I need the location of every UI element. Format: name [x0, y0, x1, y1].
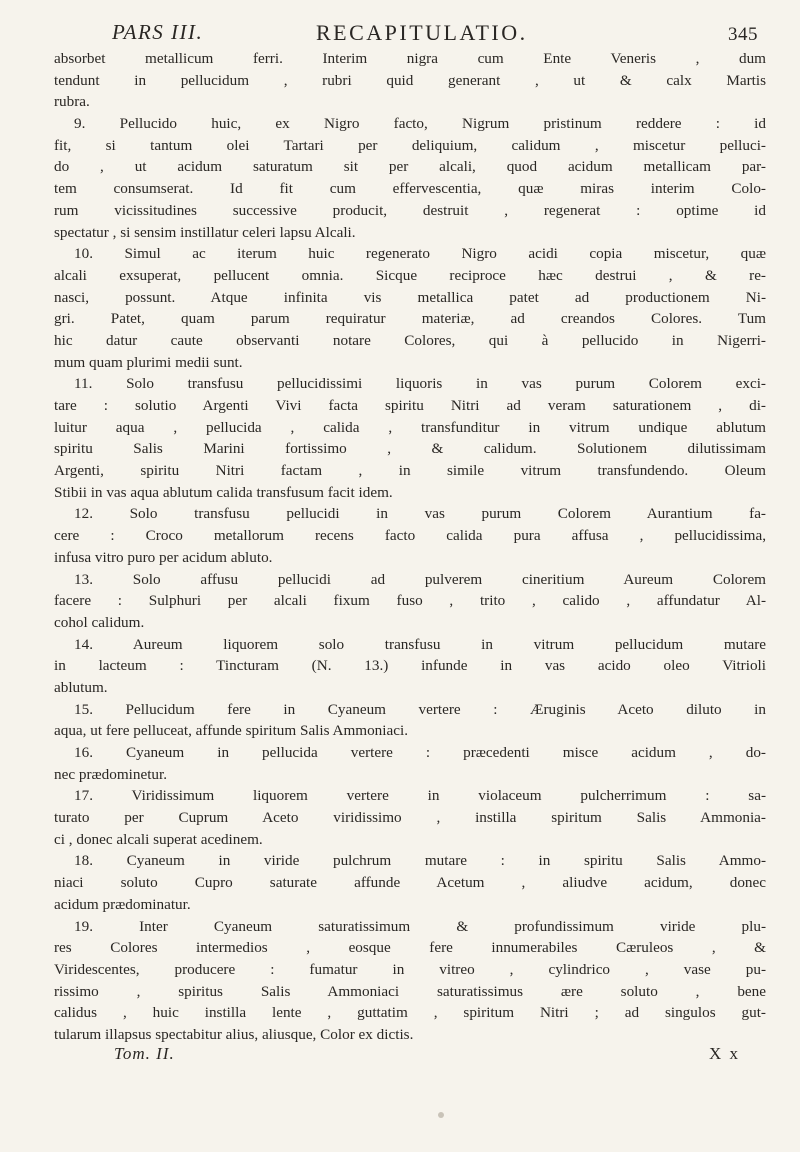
paragraph-17-line: 17. Viridissimum liquorem vertere in violaceum pulcherrimum : sa-	[74, 787, 766, 805]
text-line: spiritu Salis Marini fortissimo , & calidum. Solutionem dilutissimam	[54, 440, 766, 458]
page-number: 345	[728, 24, 758, 45]
paragraph-13-line: 13. Solo affusu pellucidi ad pulverem cineritium Aureum Colorem	[74, 570, 766, 588]
page-footer	[54, 1044, 760, 1070]
text-line: ci , donec alcali superat acedinem.	[54, 830, 263, 848]
paragraph-18-line: 18. Cyaneum in viride pulchrum mutare : in spiritu Salis Ammo-	[74, 852, 766, 870]
text-line: do , ut acidum saturatum sit per alcali, quod acidum metallicam par-	[54, 158, 766, 176]
text-line: tare : solutio Argenti Vivi facta spiritu Nitri ad veram saturationem , di-	[54, 397, 766, 414]
text-block	[54, 48, 766, 1046]
volume-label: Tom. II.	[114, 1044, 175, 1063]
text-line: niaci soluto Cupro saturate affunde Acetum , aliudve acidum, donec	[54, 874, 766, 892]
text-line: gri. Patet, quam parum requiratur materiæ, ad creandos Colores. Tum	[54, 310, 766, 328]
paragraph-9-line: 9. Pellucido huic, ex Nigro facto, Nigrum pristinum reddere : id	[74, 115, 766, 133]
text-line: Stibii in vas aqua ablutum calida transfusum facit idem.	[54, 483, 393, 501]
part-label: PARS III.	[112, 20, 204, 44]
text-line: infusa vitro puro per acidum abluto.	[54, 548, 273, 566]
text-line: facere : Sulphuri per alcali fixum fuso , trito , calido , affundatur Al-	[54, 592, 766, 610]
text-line: ablutum.	[54, 678, 108, 696]
text-line: cere : Croco metallorum recens facto calida pura affusa , pellucidissima,	[54, 527, 766, 545]
text-line: Viridescentes, producere : fumatur in vitreo , cylindrico , vase pu-	[54, 960, 766, 978]
text-line: Argenti, spiritu Nitri factam , in simile vitrum transfundendo. Oleum	[54, 462, 766, 480]
text-line: nasci, possunt. Atque infinita vis metallica patet ad productionem Ni-	[54, 288, 766, 306]
text-line: tendunt in pellucidum , rubri quid generant , ut & calx Martis	[54, 71, 766, 89]
text-line: rum vicissitudines successive producit, destruit , regenerat : optime id	[54, 201, 766, 219]
paragraph-10-line: 10. Simul ac iterum huic regenerato Nigro acidi copia miscetur, quæ	[74, 245, 766, 263]
text-line: alcali exsuperat, pellucent omnia. Sicque reciproce hæc destrui , & re-	[54, 266, 766, 284]
section-title: RECAPITULATIO.	[316, 20, 528, 45]
text-line: rissimo , spiritus Salis Ammoniaci saturatissimus ære soluto , bene	[54, 982, 766, 1000]
text-line: calidus , huic instilla lente , guttatim , spiritum Nitri ; ad singulos gut-	[54, 1004, 766, 1022]
paragraph-11-line: 11. Solo transfusu pellucidissimi liquoris in vas purum Colorem exci-	[74, 375, 766, 393]
paragraph-15-line: 15. Pellucidum fere in Cyaneum vertere : Æruginis Aceto diluto in	[74, 700, 766, 718]
text-line: nec prædominetur.	[54, 765, 168, 783]
signature-mark: X x	[708, 1044, 740, 1063]
text-line: hic datur caute observanti notare Colores, qui à pellucido in Nigerri-	[54, 331, 766, 349]
paragraph-14-line: 14. Aureum liquorem solo transfusu in vitrum pellucidum mutare	[74, 635, 766, 653]
text-line: aqua, ut fere pelluceat, affunde spiritum Salis Ammoniaci.	[54, 722, 408, 740]
text-line: rubra.	[54, 93, 90, 111]
text-line: tularum illapsus spectabitur alius, aliusque, Color ex dictis.	[54, 1025, 414, 1043]
text-line: spectatur , si sensim instillatur celeri lapsu Alcali.	[54, 223, 356, 241]
text-line: mum quam plurimi medii sunt.	[54, 353, 243, 371]
paragraph-19-line: 19. Inter Cyaneum saturatissimum & profundissimum viride plu-	[74, 917, 766, 935]
ink-spot	[438, 1112, 444, 1118]
text-line: turato per Cuprum Aceto viridissimo , instilla spiritum Salis Ammonia-	[54, 809, 766, 827]
paragraph-12-line: 12. Solo transfusu pellucidi in vas purum Colorem Aurantium fa-	[74, 505, 766, 523]
text-line: in lacteum : Tincturam (N. 13.) infunde in vas acido oleo Vitrioli	[54, 657, 766, 675]
text-line: cohol calidum.	[54, 613, 145, 631]
running-header	[54, 14, 770, 44]
text-line: acidum prædominatur.	[54, 895, 191, 913]
text-line: tem consumserat. Id fit cum effervescentia, quæ miras interim Colo-	[54, 180, 766, 198]
text-line: luitur aqua , pellucida , calida , transfunditur in vitrum undique ablutum	[54, 418, 766, 436]
text-line: res Colores intermedios , eosque fere innumerabiles Cæruleos , &	[54, 939, 766, 957]
paragraph-16-line: 16. Cyaneum in pellucida vertere : præcedenti misce acidum , do-	[74, 744, 766, 761]
text-line: absorbet metallicum ferri. Interim nigra cum Ente Veneris , dum	[54, 50, 766, 67]
text-line: fit, si tantum olei Tartari per deliquium, calidum , miscetur pelluci-	[54, 136, 766, 154]
